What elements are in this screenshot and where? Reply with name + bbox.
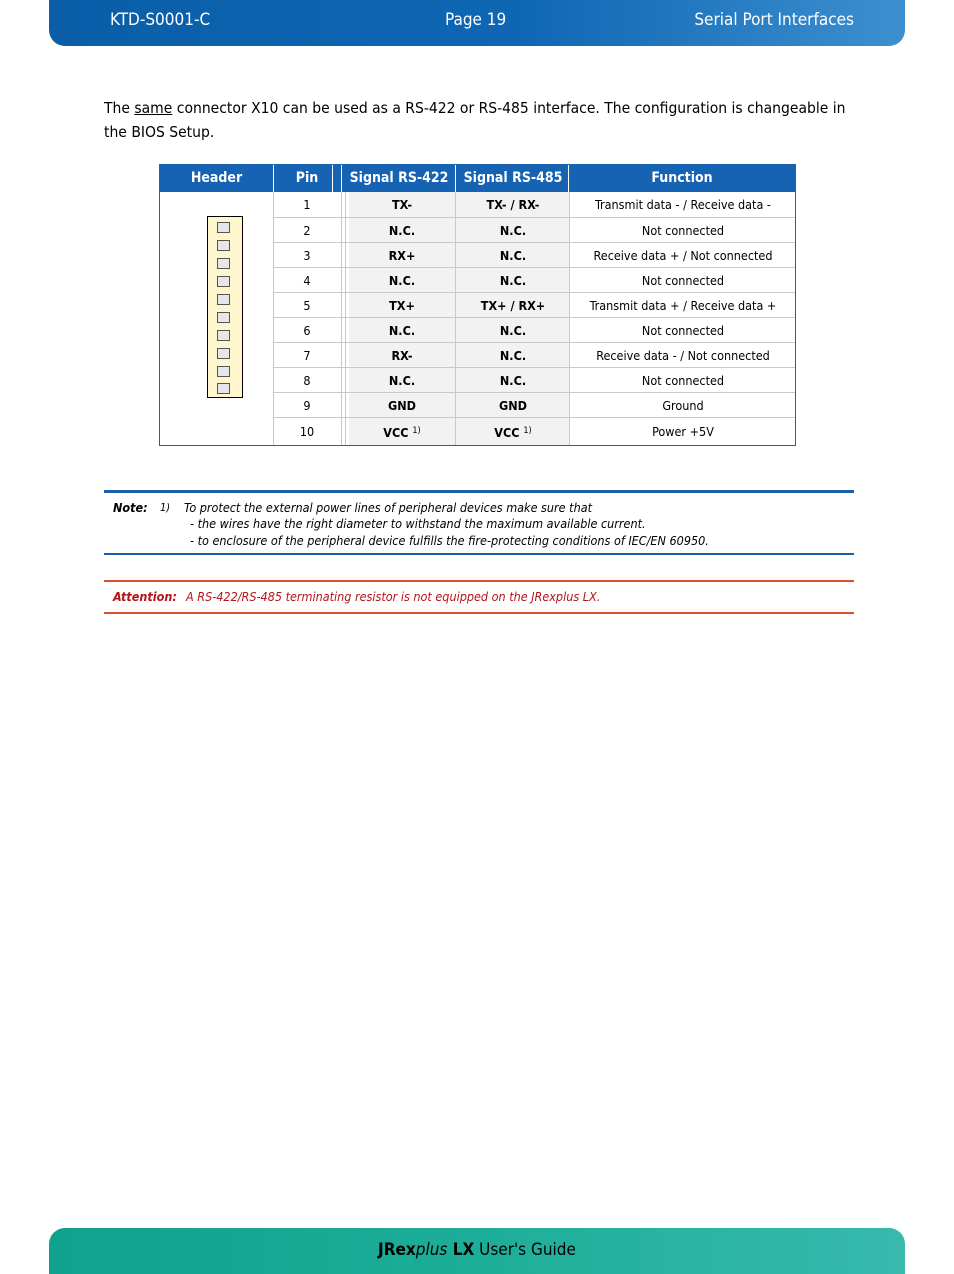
intro-underlined: same [134,99,173,117]
rs422-signal [349,418,455,445]
pinout-table [159,164,796,446]
pin-number: 7 [303,348,311,363]
pin-number: 2 [303,223,311,238]
table-row [273,192,795,217]
pin-function: Not connected [569,318,796,343]
rs485-signal: N.C. [455,243,570,268]
rs422-signal: TX+ [349,293,455,318]
rs422-signal: RX- [349,343,455,368]
guide-label: User's Guide [474,1240,576,1260]
page-number: Page 19 [445,10,507,30]
vcc-label: VCC [383,425,409,440]
pin-number: 1 [303,197,311,212]
document-id: KTD-S0001-C [110,10,211,30]
pin-function: Not connected [569,368,796,393]
intro-paragraph [104,96,854,144]
table-row [273,217,795,243]
pin-number: 3 [303,248,311,263]
pin-number: 4 [303,273,311,288]
footer-title [49,1240,905,1260]
connector-pin [217,258,230,269]
table-row [273,292,795,318]
page-footer-band [49,1228,905,1274]
rs485-signal: TX- / RX- [455,192,570,217]
pin-number: 6 [303,323,311,338]
pin-function: Power +5V [569,418,796,445]
vcc-label: VCC [494,425,520,440]
table-header-row [160,165,795,192]
attention-box [104,580,854,614]
connector-pin [217,348,230,359]
pin-function: Not connected [569,268,796,293]
col-function: Function [651,170,713,186]
rs485-signal: GND [455,393,570,418]
table-row [273,267,795,293]
connector-pin [217,276,230,287]
note-number: 1) [160,501,171,514]
col-header: Header [190,170,243,186]
note-label: Note: [113,500,148,515]
page-header-band [49,0,905,46]
connector-pin [217,330,230,341]
brand-plus: plus [415,1240,448,1260]
pin-function: Not connected [569,218,796,243]
pin-function: Transmit data - / Receive data - [569,192,796,217]
pin-number: 9 [303,398,311,413]
section-title: Serial Port Interfaces [694,10,854,30]
rs422-signal: N.C. [349,218,455,243]
intro-text-2: connector X10 can be used as a RS-422 or RS-485 interface. The configuration is changeable in the BIOS Setup. [104,99,846,141]
note-line: To protect the external power lines of peripheral devices make sure that [184,500,592,515]
note-box [104,490,854,555]
connector-pin [217,294,230,305]
connector-pin [217,366,230,377]
col-rs485: Signal RS-485 [463,170,563,186]
rs422-signal: RX+ [349,243,455,268]
rs485-signal: N.C. [455,318,570,343]
rs485-signal: N.C. [455,218,570,243]
footnote-mark: 1) [523,426,532,436]
pin-function: Transmit data + / Receive data + [569,293,796,318]
attention-label: Attention: [113,589,177,604]
connector-diagram [207,216,243,398]
table-row [273,417,795,445]
note-line: - to enclosure of the peripheral device fulfills the fire-protecting conditions of IEC/EN 60950. [190,533,709,548]
pin-number: 5 [303,298,311,313]
pin-function: Ground [569,393,796,418]
connector-pin [217,222,230,233]
attention-text: A RS-422/RS-485 terminating resistor is not equipped on the JRexplus LX. [186,589,601,604]
connector-header-cell [160,192,274,445]
brand-name: JRex [378,1240,416,1260]
table-row [273,342,795,368]
table-row [273,367,795,393]
rs485-signal: N.C. [455,368,570,393]
rs422-signal: N.C. [349,268,455,293]
col-rs422: Signal RS-422 [349,170,449,186]
connector-pin [217,312,230,323]
rs485-signal [455,418,570,445]
connector-pin [217,240,230,251]
rs422-signal: GND [349,393,455,418]
table-row [273,317,795,343]
rs485-signal: N.C. [455,343,570,368]
pin-function: Receive data + / Not connected [569,243,796,268]
col-pin: Pin [295,170,319,186]
footnote-mark: 1) [412,426,421,436]
table-row [273,242,795,268]
note-line: - the wires have the right diameter to withstand the maximum available current. [190,516,646,531]
pin-function: Receive data - / Not connected [569,343,796,368]
rs422-signal: N.C. [349,368,455,393]
brand-model: LX [447,1240,475,1260]
intro-text-1: The [104,99,135,117]
rs422-signal: N.C. [349,318,455,343]
pin-number: 10 [299,424,315,439]
connector-pin [217,383,230,394]
rs485-signal: TX+ / RX+ [455,293,570,318]
table-row [273,392,795,418]
rs422-signal: TX- [349,192,455,217]
rs485-signal: N.C. [455,268,570,293]
pin-number: 8 [303,373,311,388]
